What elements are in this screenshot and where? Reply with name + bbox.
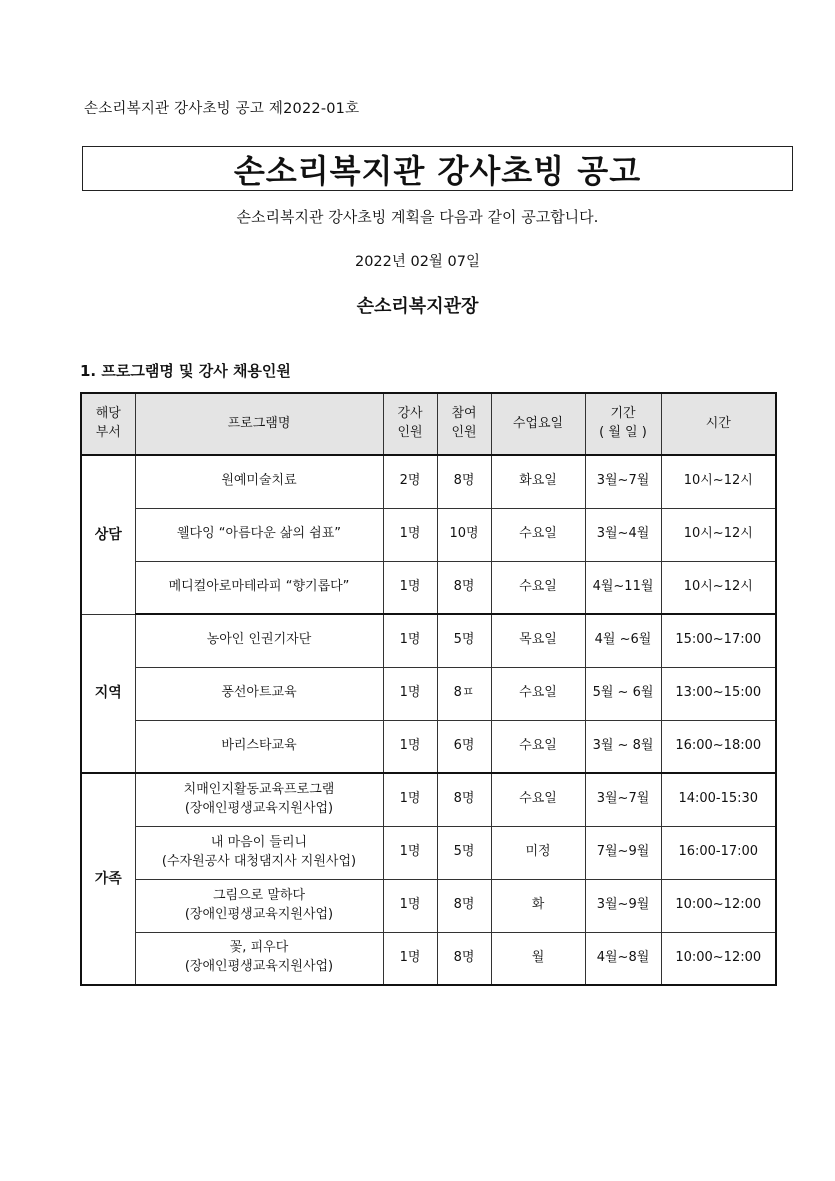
title-box xyxy=(82,146,793,191)
dept-cell: 가족 xyxy=(81,773,135,985)
instructors-cell: 1명 xyxy=(383,932,437,985)
instructors-cell: 1명 xyxy=(383,508,437,561)
header-program: 프로그램명 xyxy=(135,393,383,455)
table-row xyxy=(81,773,776,826)
table-row xyxy=(81,826,776,879)
instructors-cell: 1명 xyxy=(383,720,437,773)
participants-cell: 5명 xyxy=(437,614,491,667)
instructors-cell: 2명 xyxy=(383,455,437,508)
signer: 손소리복지관장 xyxy=(356,296,479,317)
table-row xyxy=(81,720,776,773)
instructors-cell: 1명 xyxy=(383,667,437,720)
period-cell: 4월 ~6월 xyxy=(585,614,661,667)
table-row xyxy=(81,932,776,985)
period-cell: 3월~7월 xyxy=(585,455,661,508)
time-cell: 10시~12시 xyxy=(661,561,776,614)
notice-date: 2022년 02월 07일 xyxy=(354,254,481,270)
header-instructors: 강사 인원 xyxy=(383,393,437,455)
header-period: 기간 ( 월 일 ) xyxy=(585,393,661,455)
participants-cell: 8명 xyxy=(437,773,491,826)
day-cell: 화 xyxy=(491,879,585,932)
program-cell: 웰다잉 “아름다운 삶의 쉼표” xyxy=(135,508,383,561)
program-cell: 풍선아트교육 xyxy=(135,667,383,720)
header-day: 수업요일 xyxy=(491,393,585,455)
program-cell: 꽃, 피우다 (장애인평생교육지원사업) xyxy=(135,932,383,985)
day-cell: 수요일 xyxy=(491,508,585,561)
time-cell: 10:00~12:00 xyxy=(661,879,776,932)
day-cell: 월 xyxy=(491,932,585,985)
program-table xyxy=(80,392,777,986)
table-row xyxy=(81,667,776,720)
instructors-cell: 1명 xyxy=(383,879,437,932)
day-cell: 화요일 xyxy=(491,455,585,508)
intro-text: 손소리복지관 강사초빙 계획을 다음과 같이 공고합니다. xyxy=(236,208,599,226)
period-cell: 7월~9월 xyxy=(585,826,661,879)
instructors-cell: 1명 xyxy=(383,773,437,826)
instructors-cell: 1명 xyxy=(383,826,437,879)
day-cell: 수요일 xyxy=(491,667,585,720)
participants-cell: 10명 xyxy=(437,508,491,561)
section-heading: 1. 프로그램명 및 강사 채용인원 xyxy=(80,362,291,380)
period-cell: 5월 ~ 6월 xyxy=(585,667,661,720)
program-cell: 그림으로 말하다 (장애인평생교육지원사업) xyxy=(135,879,383,932)
day-cell: 목요일 xyxy=(491,614,585,667)
notice-number: 손소리복지관 강사초빙 공고 제2022-01호 xyxy=(84,101,360,117)
instructors-cell: 1명 xyxy=(383,614,437,667)
dept-cell: 지역 xyxy=(81,614,135,773)
table-row xyxy=(81,614,776,667)
page-title: 손소리복지관 강사초빙 공고 xyxy=(233,151,642,190)
day-cell: 수요일 xyxy=(491,720,585,773)
day-cell: 미정 xyxy=(491,826,585,879)
day-cell: 수요일 xyxy=(491,773,585,826)
participants-cell: 8명 xyxy=(437,932,491,985)
time-cell: 14:00-15:30 xyxy=(661,773,776,826)
dept-cell: 상담 xyxy=(81,455,135,614)
time-cell: 13:00~15:00 xyxy=(661,667,776,720)
participants-cell: 8명 xyxy=(437,879,491,932)
program-cell: 원예미술치료 xyxy=(135,455,383,508)
period-cell: 4월~8월 xyxy=(585,932,661,985)
header-time: 시간 xyxy=(661,393,776,455)
table-row xyxy=(81,455,776,508)
table-row xyxy=(81,879,776,932)
table-row xyxy=(81,561,776,614)
time-cell: 16:00~18:00 xyxy=(661,720,776,773)
instructors-cell: 1명 xyxy=(383,561,437,614)
participants-cell: 5명 xyxy=(437,826,491,879)
program-cell: 내 마음이 들리니 (수자원공사 대청댐지사 지원사업) xyxy=(135,826,383,879)
table-header-row xyxy=(81,393,776,455)
time-cell: 10시~12시 xyxy=(661,455,776,508)
period-cell: 3월~9월 xyxy=(585,879,661,932)
participants-cell: 8명 xyxy=(437,455,491,508)
program-cell: 메디컬아로마테라피 “향기롭다” xyxy=(135,561,383,614)
participants-cell: 8ㅍ xyxy=(437,667,491,720)
participants-cell: 8명 xyxy=(437,561,491,614)
day-cell: 수요일 xyxy=(491,561,585,614)
time-cell: 16:00-17:00 xyxy=(661,826,776,879)
program-cell: 바리스타교육 xyxy=(135,720,383,773)
period-cell: 3월 ~ 8월 xyxy=(585,720,661,773)
period-cell: 4월~11월 xyxy=(585,561,661,614)
program-cell: 치매인지활동교육프로그램 (장애인평생교육지원사업) xyxy=(135,773,383,826)
header-dept: 해당 부서 xyxy=(81,393,135,455)
program-cell: 농아인 인권기자단 xyxy=(135,614,383,667)
participants-cell: 6명 xyxy=(437,720,491,773)
period-cell: 3월~7월 xyxy=(585,773,661,826)
time-cell: 10시~12시 xyxy=(661,508,776,561)
time-cell: 15:00~17:00 xyxy=(661,614,776,667)
table-row xyxy=(81,508,776,561)
time-cell: 10:00~12:00 xyxy=(661,932,776,985)
period-cell: 3월~4월 xyxy=(585,508,661,561)
header-participants: 참여 인원 xyxy=(437,393,491,455)
